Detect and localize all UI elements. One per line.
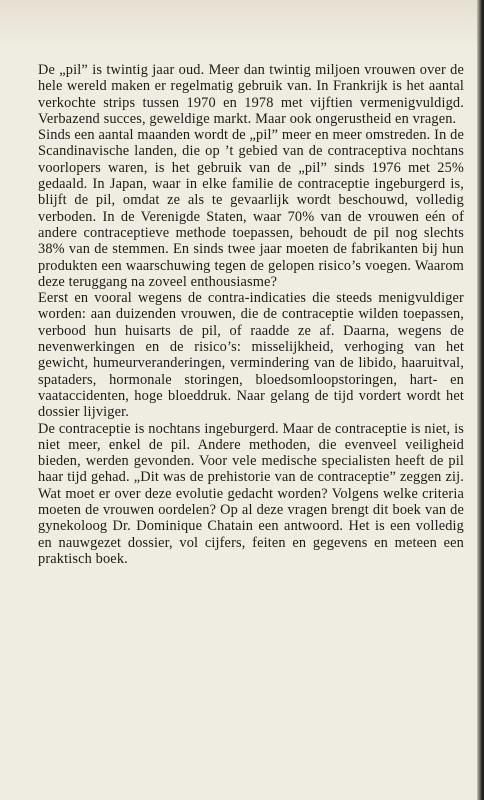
paragraph-intro: De „pil” is twintig jaar oud. Meer dan twintig miljoen vrouwen over de hele wereld maken er regelmatig gebruik van. In Frankrijk is het aantal verkochte strips tussen 1970 en 1978 met vijftien vermenigvuldigd. Verbazend succes, geweldige markt. Maar ook ongerustheid en vragen. xyxy=(38,62,464,127)
page-edge-shadow xyxy=(477,0,484,800)
paragraph-controversy: Sinds een aantal maanden wordt de „pil” meer en meer omstreden. In de Scandinavische landen, die op ’t gebied van de contraceptiva nochtans voorlopers waren, is het gebruik van de „pil” sinds 1976 met 25% gedaald. In Japan, waar in elke familie de contraceptie ingeburgerd is, blijft de pil, omdat ze als te gevaarlijk wordt beschouwd, volledig verboden. In de Verenigde Staten, waar 70% van de vrouwen eén of andere contraceptieve methode toepassen, behoudt de pil nog slechts 38% van de stemmen. En sinds twee jaar moeten de fabrikanten bij hun produkten een waarschuwing tegen de gelopen risico’s voegen. Waarom deze teruggang na zoveel enthousiasme? xyxy=(38,127,464,290)
paragraph-conclusion: De contraceptie is nochtans ingeburgerd. Maar de contraceptie is niet, is niet meer, enkel de pil. Andere methoden, die evenveel veiligheid bieden, werden gevonden. Voor vele medische specialisten heeft de pil haar tijd gehad. „Dit was de prehistorie van de contraceptie” zeggen zij. Wat moet er over deze evolutie gedacht worden? Volgens welke criteria moeten de vrouwen oordelen? Op al deze vragen brengt dit boek van de gynekoloog Dr. Dominique Chatain een antwoord. Het is een volledig en nauwgezet dossier, vol cijfers, feiten en gegevens en meteen een praktisch boek. xyxy=(38,420,464,567)
blurb-text xyxy=(38,62,464,567)
paper-stain xyxy=(0,0,484,48)
paragraph-contra-indications: Eerst en vooral wegens de contra-indicaties die steeds menigvuldiger worden: aan duizenden vrouwen, die de contraceptie wilden toepassen, verbood hun huisarts de pil, of raadde ze af. Daarna, wegens de nevenwerkingen en de risico’s: misselijkheid, verhoging van het gewicht, humeurveranderingen, vermindering van de libido, haaruitval, spataders, hormonale storingen, bloedsomloopstoringen, hart- en vaataccidenten, hoge bloeddruk. Naar gelang de tijd vordert wordt het dossier lijviger. xyxy=(38,290,464,421)
